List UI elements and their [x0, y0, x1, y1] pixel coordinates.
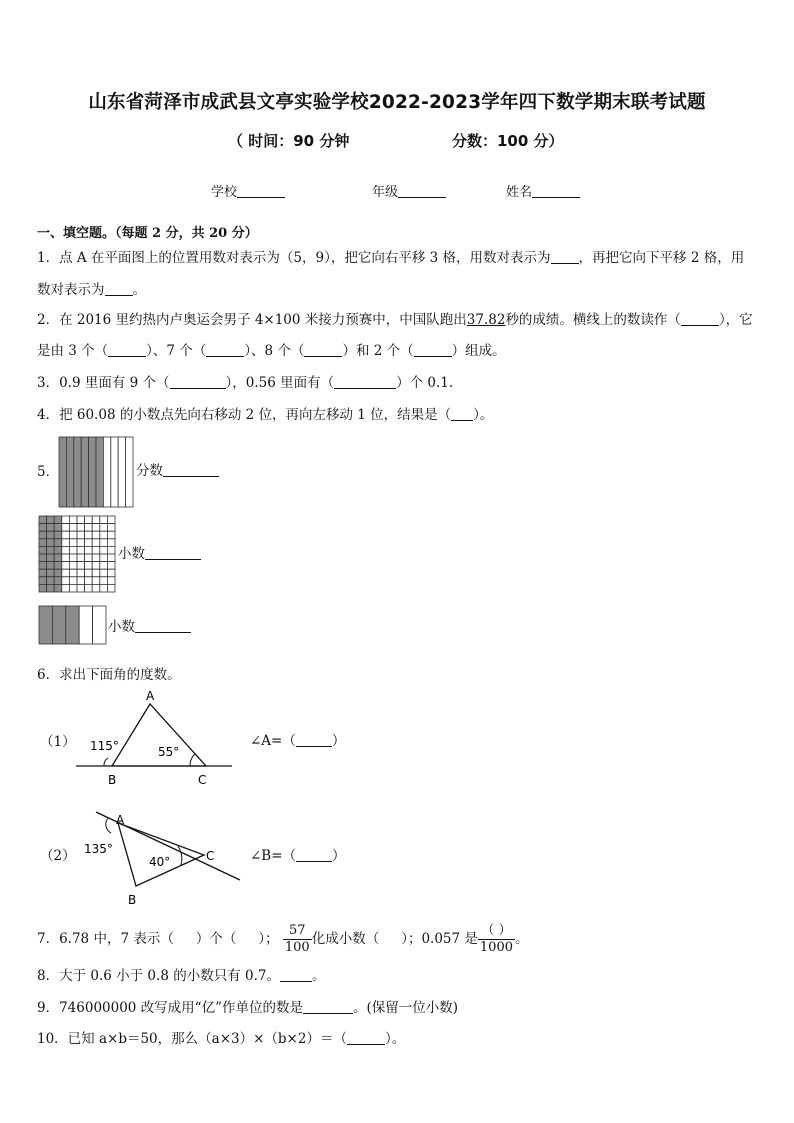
grid-cell [92, 516, 100, 524]
q5-fraction-blank[interactable] [163, 462, 219, 477]
grid-cell [69, 554, 77, 562]
q2-blank-4[interactable] [304, 342, 342, 357]
q6p1-answer-blank[interactable] [296, 732, 332, 747]
q8-text-a: 8．大于 0.6 小于 0.8 的小数只有 0.7。 [37, 968, 280, 984]
q6p1-answer-text-a: ∠A=（ [250, 733, 296, 749]
triangle2-label-c: C [206, 849, 215, 863]
q3-text-a: 3．0.9 里面有 9 个（ [37, 375, 170, 391]
strip-cell [81, 437, 88, 507]
q5-number: 5． [37, 464, 60, 480]
q4-text-a: 4．把 60.08 的小数点先向右移动 2 位，再向左移动 1 位，结果是（ [37, 407, 452, 423]
strip-cell [111, 437, 118, 507]
grid-cell [39, 539, 47, 547]
strip-part [79, 606, 92, 644]
triangle1-label-b: B [108, 773, 117, 787]
q5-fraction-answer [136, 461, 219, 481]
q3-blank-1[interactable] [170, 374, 226, 389]
grid-cell [92, 577, 100, 585]
grid-cell [62, 584, 70, 592]
grid-cell [85, 539, 93, 547]
q7-fraction-1-den: 100 [284, 940, 310, 955]
grid-cell [77, 546, 85, 554]
grid-cell [77, 524, 85, 532]
grid-cell [85, 584, 93, 592]
q1-text-b: ，再把它向下平移 2 格，用 [578, 250, 745, 266]
q1-text-d: 。 [132, 282, 146, 298]
grid-cell [92, 531, 100, 539]
grid-cell [39, 516, 47, 524]
name-blank[interactable] [532, 183, 580, 198]
q2-blank-2[interactable] [108, 342, 146, 357]
question-2-line2 [37, 341, 506, 361]
q4-text-b: ）。 [473, 407, 494, 423]
grid-cell [39, 577, 47, 585]
q2-part-4: ）和 2 个（ [342, 343, 414, 359]
triangle1-ext-arc [104, 758, 108, 766]
question-1-line1 [37, 248, 744, 268]
grid-cell [39, 569, 47, 577]
q3-blank-2[interactable] [334, 374, 396, 389]
strip-cell [59, 437, 66, 507]
q5-decimal-answer-2 [108, 617, 191, 637]
grid-cell [100, 516, 108, 524]
grid-cell [100, 531, 108, 539]
q7-fraction-2 [478, 923, 515, 956]
strip-part [52, 606, 65, 644]
grid-cell [85, 516, 93, 524]
grid-cell [100, 569, 108, 577]
exam-time: （ 时间：90 分钟 [228, 132, 350, 150]
grid-cell [100, 562, 108, 570]
section-heading: 一、填空题。（每题 2 分，共 20 分） [37, 226, 258, 241]
exam-title: 山东省菏泽市成武县文亭实验学校2022-2023学年四下数学期末联考试题 [88, 92, 706, 113]
grid-cell [77, 569, 85, 577]
q6-part1-number: （1） [40, 734, 76, 750]
q5-fraction-label: 分数 [136, 463, 163, 479]
q2-part-1: 是由 3 个（ [37, 343, 109, 359]
q1-blank-2[interactable] [105, 281, 133, 296]
grid-cell [107, 539, 115, 547]
grid-cell [107, 516, 115, 524]
q5-decimal-label-2: 小数 [108, 619, 135, 635]
grid-cell [39, 584, 47, 592]
q1-text-a: 1．点 A 在平面图上的位置用数对表示为（5，9），把它向右平移 3 格，用数对表示为 [37, 250, 551, 266]
grid-cell [107, 546, 115, 554]
name-label: 姓名 [506, 185, 533, 200]
grid-cell [47, 569, 55, 577]
decimal-strip-figure [38, 605, 110, 647]
q7-text-b: ）个（ [195, 931, 237, 947]
grid-cell [92, 539, 100, 547]
grid-cell [92, 569, 100, 577]
strip-cell [126, 437, 133, 507]
grid-cell [54, 562, 62, 570]
grade-label: 年级 [372, 185, 399, 200]
strip-cell [103, 437, 110, 507]
grid-cell [54, 554, 62, 562]
q5-decimal-blank-1[interactable] [145, 545, 201, 560]
exam-score: 分数：100 分） [452, 132, 564, 150]
grid-cell [62, 516, 70, 524]
grid-cell [69, 546, 77, 554]
grid-cell [77, 577, 85, 585]
q8-text-b: 。 [311, 968, 326, 984]
strip-cell [74, 437, 81, 507]
grid-cell [85, 577, 93, 585]
grid-cell [85, 524, 93, 532]
grid-cell [69, 539, 77, 547]
grid-cell [39, 562, 47, 570]
grid-cell [54, 524, 62, 532]
grid-cell [92, 584, 100, 592]
grid-cell [47, 584, 55, 592]
grid-cell [77, 516, 85, 524]
grid-cell [47, 539, 55, 547]
q2-underlined-number: 37.82 [466, 312, 506, 328]
grid-cell [107, 524, 115, 532]
grid-cell [77, 562, 85, 570]
q3-text-c: ）个 0.1. [396, 375, 454, 391]
grid-cell [107, 569, 115, 577]
school-field[interactable] [211, 181, 285, 200]
grid-cell [54, 569, 62, 577]
triangle1-angle-c: 55° [158, 745, 180, 759]
triangle2-angle-ext: 135° [84, 842, 113, 856]
q6p2-answer-text-a: ∠B=（ [250, 848, 297, 864]
triangle2-label-a: A [116, 813, 125, 827]
strip-cell [89, 437, 96, 507]
grid-cell [47, 546, 55, 554]
q6-part2-answer [250, 846, 346, 866]
grid-cell [69, 577, 77, 585]
q3-text-b: ），0.56 里面有（ [225, 375, 335, 391]
q6p2-answer-blank[interactable] [296, 847, 332, 862]
strip-cell [66, 437, 73, 507]
grid-cell [69, 584, 77, 592]
triangle-figure-2 [82, 808, 244, 906]
q10-text-a: 10．已知 a×b＝50，那么（a×3）×（b×2）＝（ [37, 1031, 347, 1047]
grid-cell [92, 546, 100, 554]
grid-cell [100, 546, 108, 554]
grid-cell [39, 531, 47, 539]
grid-cell [39, 546, 47, 554]
grid-cell [107, 584, 115, 592]
q1-blank-1[interactable] [551, 249, 579, 264]
grid-cell [100, 539, 108, 547]
q6-part2-number: （2） [40, 848, 76, 864]
triangle1-label-c: C [198, 773, 207, 787]
grid-cell [85, 569, 93, 577]
grid-cell [39, 524, 47, 532]
grid-cell [54, 539, 62, 547]
question-2-line1 [37, 310, 753, 330]
q7-text-a: 7．6.78 中，7 表示（ [37, 931, 174, 947]
question-1-line2 [37, 280, 146, 300]
grid-cell [69, 516, 77, 524]
q6-part1-answer [250, 731, 345, 751]
decimal-grid-figure [38, 515, 118, 593]
triangle2-ext-arc [106, 818, 111, 833]
grid-cell [69, 531, 77, 539]
q2-blank-1[interactable] [681, 311, 719, 326]
q1-text-c: 数对表示为 [37, 282, 105, 298]
grid-cell [69, 562, 77, 570]
grid-cell [85, 562, 93, 570]
q5-decimal-blank-2[interactable] [135, 618, 191, 633]
question-7 [37, 919, 529, 959]
q8-blank[interactable] [280, 967, 312, 982]
grid-cell [54, 531, 62, 539]
strip-part [39, 606, 52, 644]
q2-part-2: ）、7 个（ [146, 343, 207, 359]
grid-cell [100, 524, 108, 532]
school-blank[interactable] [237, 183, 285, 198]
grid-cell [54, 546, 62, 554]
grid-cell [39, 554, 47, 562]
q7-text-e: ）；0.057 是 [401, 931, 478, 947]
q9-text-b: 。(保留一位小数) [353, 1000, 459, 1016]
q2-part-5: ）组成。 [451, 343, 506, 359]
grid-cell [92, 554, 100, 562]
question-4 [37, 405, 493, 425]
triangle2-angle-c: 40° [149, 855, 171, 869]
q5-decimal-label-1: 小数 [118, 546, 145, 562]
grid-cell [85, 554, 93, 562]
q7-fraction-2-den: 1000 [479, 940, 513, 955]
question-10 [37, 1029, 405, 1049]
grid-cell [47, 516, 55, 524]
question-3 [37, 373, 453, 393]
grid-cell [62, 531, 70, 539]
triangle2-label-b: B [128, 893, 137, 906]
school-label: 学校 [211, 185, 238, 200]
q10-text-b: ）。 [384, 1031, 406, 1047]
grid-cell [107, 562, 115, 570]
q10-blank[interactable] [347, 1030, 385, 1045]
q7-text-f: 。 [515, 931, 529, 947]
q7-text-d: 化成小数（ [311, 931, 380, 947]
grid-cell [62, 539, 70, 547]
grid-cell [77, 539, 85, 547]
grid-cell [54, 584, 62, 592]
grid-cell [62, 546, 70, 554]
grid-cell [92, 562, 100, 570]
grid-cell [92, 524, 100, 532]
grid-cell [47, 554, 55, 562]
grade-field[interactable] [372, 181, 446, 200]
grid-cell [54, 577, 62, 585]
q7-fraction-2-num[interactable]: （ ） [478, 923, 515, 940]
q9-blank[interactable] [303, 999, 353, 1014]
triangle1-angle-ext: 115° [90, 739, 119, 753]
q2-text-b: 秒的成绩。横线上的数读作（ [505, 312, 681, 328]
q2-text-c: ），它 [718, 312, 753, 328]
name-field[interactable] [506, 181, 580, 200]
q2-part-3: ）、8 个（ [244, 343, 305, 359]
grid-cell [100, 554, 108, 562]
strip-cell [118, 437, 125, 507]
triangle-figure-1 [70, 688, 240, 792]
grid-cell [69, 524, 77, 532]
grid-cell [85, 531, 93, 539]
grid-cell [107, 577, 115, 585]
grid-cell [47, 524, 55, 532]
grid-cell [62, 554, 70, 562]
strip-cell [96, 437, 103, 507]
q7-fraction-1 [283, 923, 312, 956]
q7-text-c: ）； [258, 931, 279, 947]
q6p1-answer-text-b: ） [331, 733, 346, 749]
grid-cell [107, 531, 115, 539]
grid-cell [107, 554, 115, 562]
q9-text-a: 9．746000000 改写成用“亿”作单位的数是 [37, 1000, 303, 1016]
grid-cell [77, 584, 85, 592]
question-9 [37, 998, 458, 1018]
grid-cell [100, 584, 108, 592]
grid-cell [77, 554, 85, 562]
grid-cell [62, 569, 70, 577]
grid-cell [62, 577, 70, 585]
q5-decimal-answer-1 [118, 544, 201, 564]
grid-cell [100, 577, 108, 585]
fraction-strip-figure [58, 436, 138, 508]
grid-cell [69, 569, 77, 577]
triangle2-c-arc [178, 846, 182, 865]
triangle1-c-arc [190, 754, 195, 766]
grid-cell [77, 531, 85, 539]
strip-part [93, 606, 106, 644]
grid-cell [62, 524, 70, 532]
q2-text-a: 2．在 2016 里约热内卢奥运会男子 4×100 米接力预赛中，中国队跑出 [37, 312, 467, 328]
grid-cell [47, 531, 55, 539]
q7-fraction-1-num: 57 [283, 923, 312, 940]
grid-cell [85, 546, 93, 554]
q2-blank-3[interactable] [206, 342, 244, 357]
grid-cell [47, 562, 55, 570]
triangle1-label-a: A [146, 689, 155, 703]
q6p2-answer-text-b: ） [332, 848, 346, 864]
grid-cell [62, 562, 70, 570]
q2-blank-5[interactable] [414, 342, 452, 357]
grid-cell [47, 577, 55, 585]
question-6: 6．求出下面角的度数。 [37, 667, 181, 683]
q4-blank[interactable] [451, 406, 473, 421]
strip-part [66, 606, 79, 644]
grade-blank[interactable] [398, 183, 446, 198]
grid-cell [54, 516, 62, 524]
question-8 [37, 966, 325, 986]
